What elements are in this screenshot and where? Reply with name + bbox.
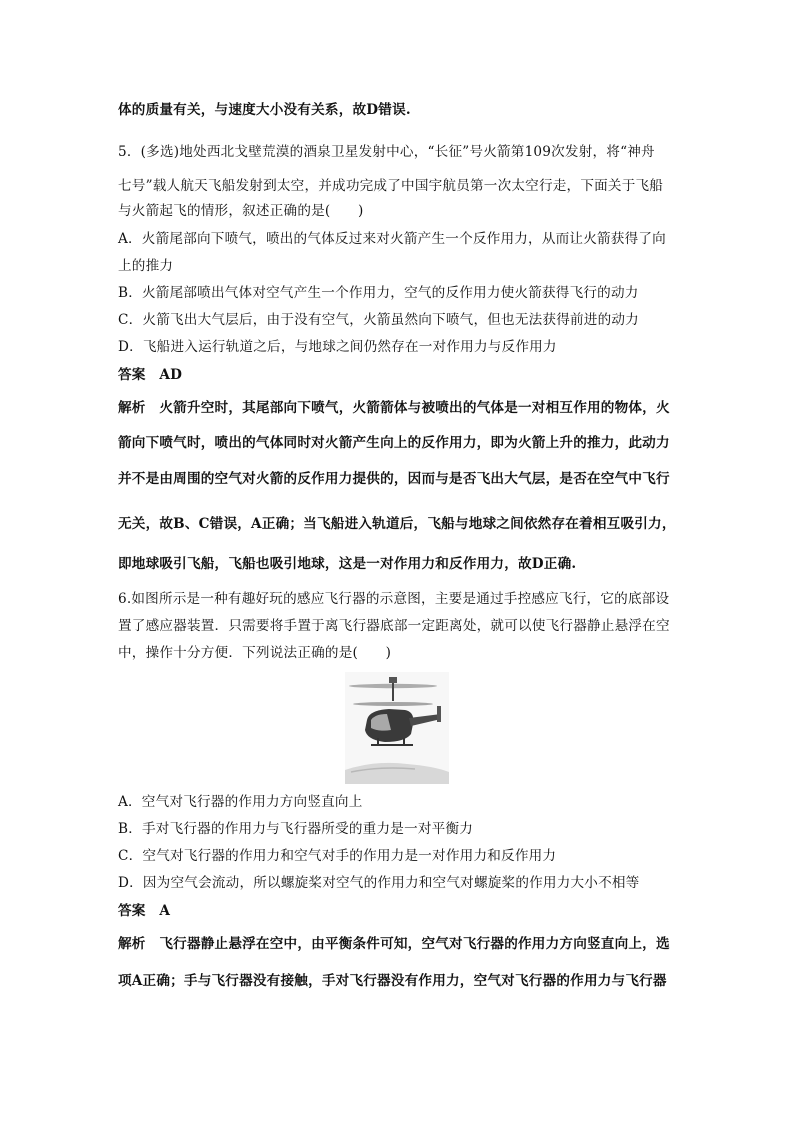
q6-answer: 答案 A	[118, 903, 171, 919]
q5-analysis-line-5: 即地球吸引飞船，飞船也吸引地球，这是一对作用力和反作用力，故D正确.	[118, 556, 577, 572]
q6-stem-line-3: 中，操作十分方便．下列说法正确的是( )	[118, 645, 392, 661]
q6-analysis-line-1: 解析 飞行器静止悬浮在空中，由平衡条件可知，空气对飞行器的作用力方向竖直向上，选	[118, 936, 670, 952]
q5-analysis-line-3: 并不是由周围的空气对火箭的反作用力提供的，因而与是否飞出大气层，是否在空气中飞行	[118, 471, 670, 487]
q5-stem-line-3: 与火箭起飞的情形，叙述正确的是( )	[118, 203, 364, 219]
q5-analysis-line-4: 无关，故B、C错误，A正确；当飞船进入轨道后，飞船与地球之间依然存在着相互吸引力，	[118, 516, 676, 532]
q5-option-b: B．火箭尾部喷出气体对空气产生一个作用力，空气的反作用力使火箭获得飞行的动力	[118, 285, 639, 301]
q5-answer: 答案 AD	[118, 367, 183, 383]
q5-stem-line-2: 七号”载人航天飞船发射到太空，并成功完成了中国宇航员第一次太空行走，下面关于飞船	[118, 178, 664, 194]
q5-option-d: D．飞船进入运行轨道之后，与地球之间仍然存在一对作用力与反作用力	[118, 339, 557, 355]
q5-option-a: A．火箭尾部向下喷气，喷出的气体反过来对火箭产生一个反作用力，从而让火箭获得了向	[118, 231, 666, 247]
q6-analysis-line-2: 项A正确；手与飞行器没有接触，手对飞行器没有作用力，空气对飞行器的作用力与飞行器	[118, 973, 667, 989]
q5-analysis-line-1: 解析 火箭升空时，其尾部向下喷气，火箭箭体与被喷出的气体是一对相互作用的物体，火	[118, 400, 670, 416]
helicopter-over-hand-image	[345, 672, 449, 784]
q6-option-d: D．因为空气会流动，所以螺旋桨对空气的作用力和空气对螺旋桨的作用力大小不相等	[118, 875, 640, 891]
q4-analysis-tail: 体的质量有关，与速度大小没有关系，故D错误.	[118, 102, 411, 118]
helicopter-figure	[345, 672, 449, 784]
q6-option-b: B．手对飞行器的作用力与飞行器所受的重力是一对平衡力	[118, 821, 474, 837]
q5-analysis-line-2: 箭向下喷气时，喷出的气体同时对火箭产生向上的反作用力，即为火箭上升的推力，此动力	[118, 435, 670, 451]
q5-stem-line-1: 5．(多选)地处西北戈壁荒漠的酒泉卫星发射中心，“长征”号火箭第109次发射，将“神舟	[118, 144, 655, 160]
q5-option-c: C．火箭飞出大气层后，由于没有空气，火箭虽然向下喷气，但也无法获得前进的动力	[118, 312, 639, 328]
q6-option-a: A．空气对飞行器的作用力方向竖直向上	[118, 794, 363, 810]
q5-option-a-cont: 上的推力	[118, 258, 174, 274]
q6-stem-line-2: 置了感应器装置．只需要将手置于离飞行器底部一定距离处，就可以使飞行器静止悬浮在空	[118, 618, 670, 634]
q6-option-c: C．空气对飞行器的作用力和空气对手的作用力是一对作用力和反作用力	[118, 848, 557, 864]
q6-stem-line-1: 6.如图所示是一种有趣好玩的感应飞行器的示意图，主要是通过手控感应飞行，它的底部设	[118, 591, 670, 607]
